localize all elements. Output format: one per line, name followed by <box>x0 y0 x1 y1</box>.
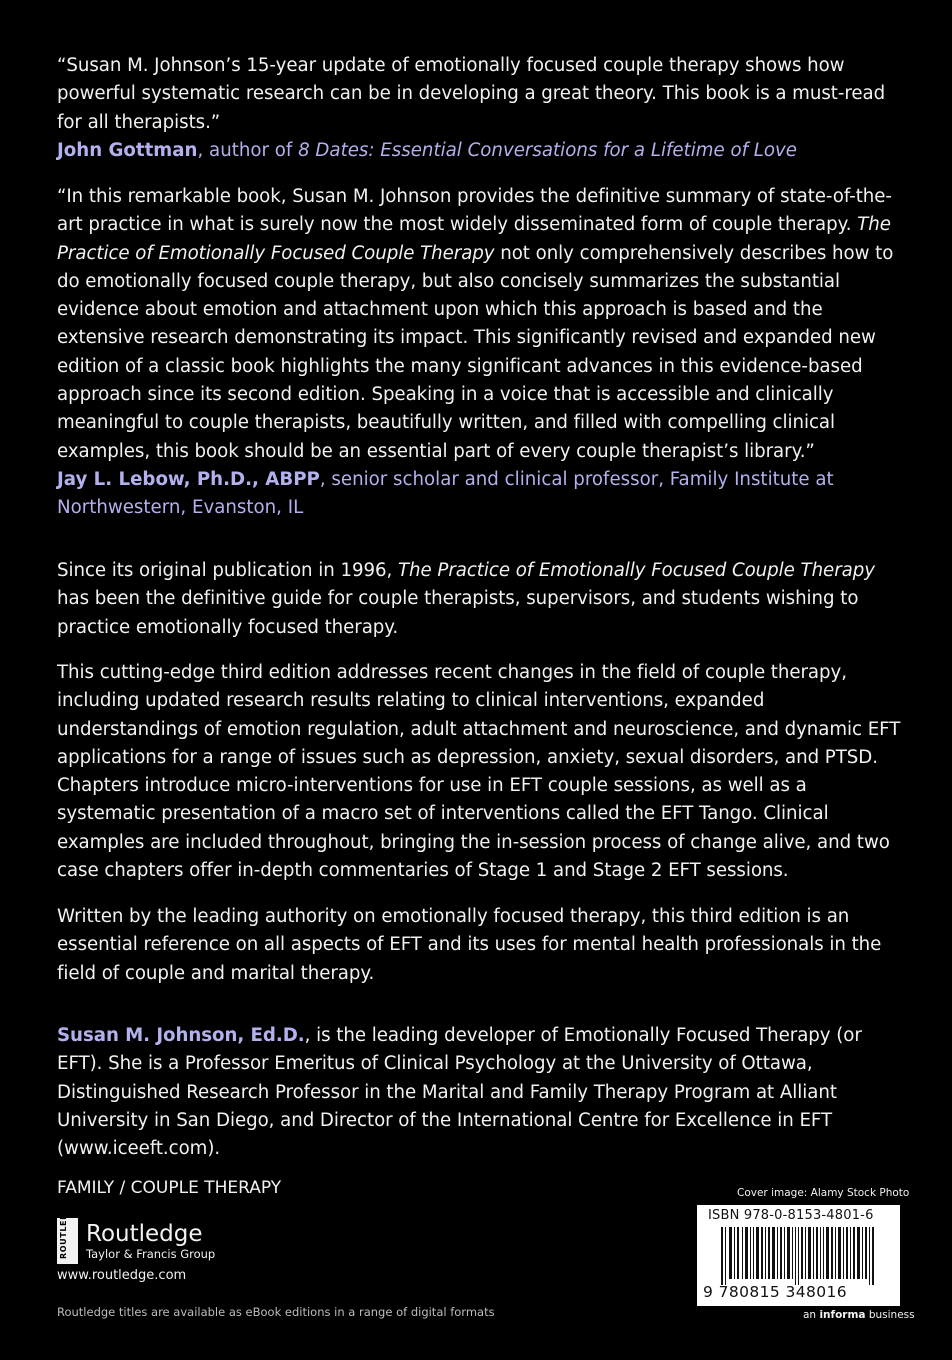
attribution-book-title: 8 Dates: Essential Conversations for a Lifetime of Love <box>298 140 797 161</box>
barcode-bars-icon <box>721 1227 881 1285</box>
blurb-gottman-quote: “Susan M. Johnson’s 15-year update of emotionally focused couple therapy shows how powerful systematic research can be in developing a great theory. This book is a must-read for all therapists.” <box>57 55 886 133</box>
quote-text: not only comprehensively describes how to do emotionally focused couple therapy, but also concisely summarizes the substantial evidence about emotion and attachment upon which this approach is based and the extensive research demonstrating its impact. This significantly revised and expanded new edition of a classic book highlights the many significant advances in this evidence-based approach since its second edition. Speaking in a voice that is accessible and clinically meaningful to couple therapists, beautifully written, and filled with compelling clinical examples, this book should be an essential part of every couple therapist’s library.” <box>57 242 894 462</box>
description-paragraph-1 <box>57 557 902 642</box>
isbn-label: ISBN 978-0-8153-4801-6 <box>708 1208 874 1223</box>
publisher-name: Routledge <box>86 1220 203 1247</box>
description-paragraph-3: Written by the leading authority on emotionally focused therapy, this third edition is an essential reference on all aspects of EFT and its uses for mental health professionals in the field of couple and marital therapy. <box>57 906 882 984</box>
attribution-role: , senior scholar and clinical professor, Family Institute at Northwestern, Evanston, IL <box>57 469 834 519</box>
publisher-url[interactable]: www.routledge.com <box>57 1268 187 1283</box>
description-text: Since its original publication in 1996, <box>57 560 398 581</box>
informa-suffix: business <box>865 1309 915 1321</box>
publisher-logo <box>57 1199 216 1264</box>
description-text: has been the definitive guide for couple therapists, supervisors, and students wishing to practice emotionally focused therapy. <box>57 588 859 638</box>
quote-book-title: The Practice of Emotionally Focused Couple Therapy <box>57 214 891 264</box>
logo-mark-text: ROUTLEDGE <box>59 1199 68 1259</box>
blurb-gottman-attribution <box>57 137 902 165</box>
informa-prefix: an <box>803 1309 820 1321</box>
description-book-title: The Practice of Emotionally Focused Couple Therapy <box>398 560 875 581</box>
quote-text: “In this remarkable book, Susan M. Johnson provides the definitive summary of state-of-the-art practice in what is surely now the most widely disseminated form of couple therapy. <box>57 186 892 236</box>
routledge-logo-icon <box>57 1199 78 1264</box>
ebook-note: Routledge titles are available as eBook editions in a range of digital formats <box>57 1305 495 1319</box>
isbn-barcode <box>697 1205 900 1306</box>
author-bio-text: , is the leading developer of Emotionally Focused Therapy (or EFT). She is a Professor Emeritus of Clinical Psychology at the University of Ottawa, Distinguished Research Professor in the Marital and Family Therapy Program at Alliant University in San Diego, and Director of the International Centre for Excellence in EFT (www.iceeft.com). <box>57 1025 862 1160</box>
blurb-lebow-attribution <box>57 466 902 523</box>
category-label: FAMILY / COUPLE THERAPY <box>57 1178 282 1198</box>
attribution-role: , author of <box>197 140 299 161</box>
author-bio <box>57 1022 902 1163</box>
informa-brand: informa <box>819 1309 866 1321</box>
cover-credit: Cover image: Alamy Stock Photo <box>737 1187 910 1199</box>
attribution-name: Jay L. Lebow, Ph.D., ABPP <box>57 469 320 490</box>
informa-business-tag <box>803 1309 915 1321</box>
barcode-digits: 9 780815 348016 <box>703 1283 848 1301</box>
description-paragraph-2: This cutting-edge third edition addresses recent changes in the field of couple therapy, including updated research results relating to clinical interventions, expanded understandings of emotion regulation, adult attachment and neuroscience, and dynamic EFT applications for a range of issues such as depression, anxiety, sexual disorders, and PTSD. Chapters introduce micro-interventions for use in EFT couple sessions, as well as a systematic presentation of a macro set of interventions called the EFT Tango. Clinical examples are included throughout, bringing the in-session process of change alive, and two case chapters offer in-depth commentaries of Stage 1 and Stage 2 EFT sessions. <box>57 662 901 882</box>
blurb-lebow-quote <box>57 183 902 466</box>
publisher-group: Taylor & Francis Group <box>86 1246 216 1261</box>
attribution-name: John Gottman <box>57 140 198 161</box>
author-name: Susan M. Johnson, Ed.D. <box>57 1025 305 1046</box>
